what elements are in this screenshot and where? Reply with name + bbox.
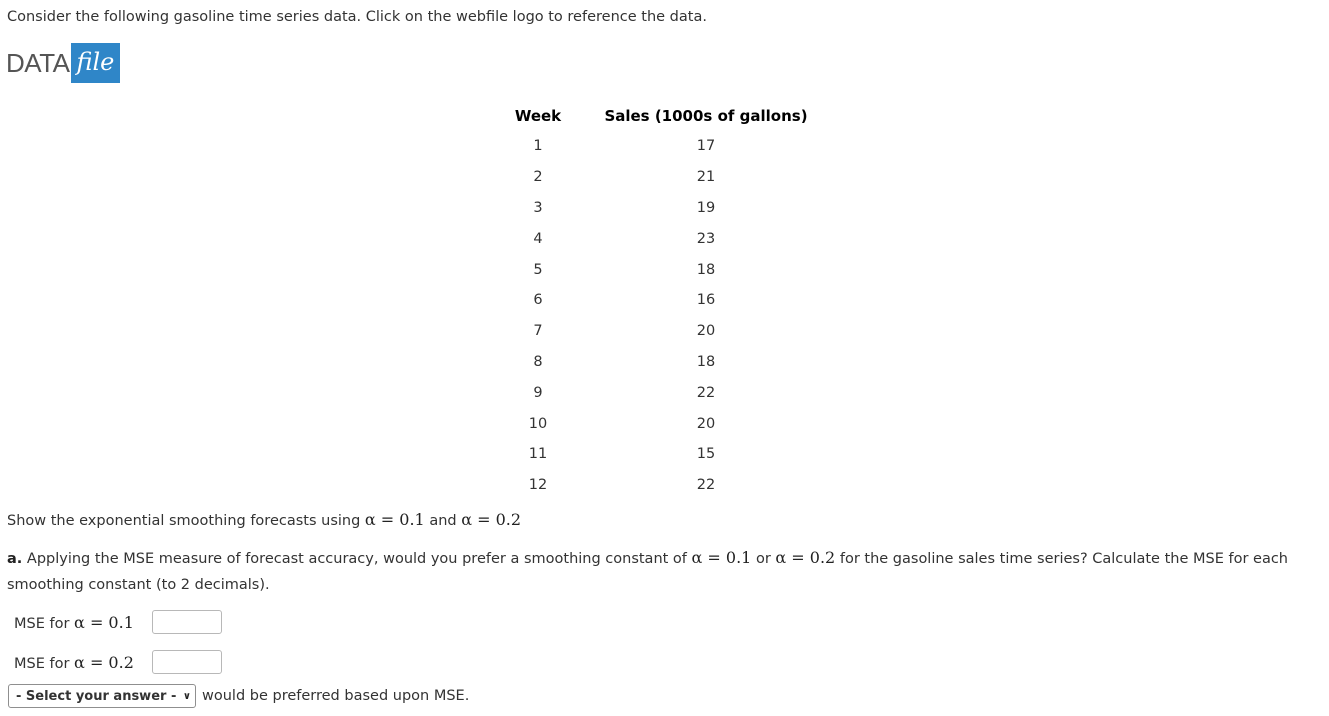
week-cell: 3 <box>533 199 543 216</box>
table-row <box>500 254 836 285</box>
table-row <box>500 162 836 193</box>
header-sales: Sales (1000s of gallons) <box>604 106 808 125</box>
week-cell: 4 <box>533 230 543 247</box>
mse-label-1: MSE for α = 0.1 <box>14 612 134 632</box>
part-a-label: a. <box>7 551 23 567</box>
table-row <box>500 439 836 470</box>
mse-label-2: MSE for α = 0.2 <box>14 652 134 672</box>
answer-row <box>8 684 469 708</box>
sales-cell: 22 <box>696 384 716 401</box>
logo-file-text: file <box>71 43 120 83</box>
alpha-value-1: α = 0.1 <box>364 510 425 529</box>
week-cell: 12 <box>528 477 548 494</box>
smoothing-instruction <box>7 510 521 529</box>
logo-data-text: DATA <box>6 48 70 78</box>
part-a-text1: Applying the MSE measure of forecast accuracy, would you prefer a smoothing constant of <box>26 551 687 567</box>
week-cell: 10 <box>528 415 548 432</box>
week-cell: 8 <box>533 353 543 370</box>
mse-input-alpha-0.1[interactable] <box>152 610 222 634</box>
select-placeholder: - Select your answer - <box>16 688 177 704</box>
table-row <box>500 223 836 254</box>
week-cell: 11 <box>528 446 548 463</box>
table-row <box>500 470 836 501</box>
sales-cell: 20 <box>696 323 716 340</box>
part-a-text2: for the gasoline sales time series? Calculate the MSE for each smoothing constant (to 2 decimals). <box>7 551 1288 593</box>
part-a-or: or <box>755 551 771 567</box>
part-a-alpha1: α = 0.1 <box>691 548 752 567</box>
sales-cell: 17 <box>696 138 716 155</box>
week-cell: 2 <box>533 169 543 186</box>
table-header-row <box>500 100 836 131</box>
sales-cell: 15 <box>696 446 716 463</box>
smoothing-joiner: and <box>429 513 457 529</box>
table-row <box>500 316 836 347</box>
datafile-logo-link[interactable] <box>6 43 120 83</box>
intro-text: Consider the following gasoline time series data. Click on the webfile logo to reference the data. <box>7 9 707 25</box>
sales-table <box>500 100 836 501</box>
answer-select[interactable] <box>8 684 196 708</box>
alpha-value-2: α = 0.2 <box>461 510 522 529</box>
smoothing-prefix: Show the exponential smoothing forecasts using <box>7 513 361 529</box>
week-cell: 1 <box>533 138 543 155</box>
sales-cell: 19 <box>696 199 716 216</box>
sales-cell: 18 <box>696 261 716 278</box>
question-a <box>7 545 1317 598</box>
table-row <box>500 193 836 224</box>
part-a-alpha2: α = 0.2 <box>775 548 836 567</box>
chevron-down-icon: ∨ <box>182 690 191 702</box>
sales-cell: 16 <box>696 292 716 309</box>
week-cell: 9 <box>533 384 543 401</box>
sales-cell: 22 <box>696 477 716 494</box>
header-week: Week <box>514 106 562 125</box>
week-cell: 5 <box>533 261 543 278</box>
table-row <box>500 377 836 408</box>
week-cell: 7 <box>533 323 543 340</box>
answer-suffix: would be preferred based upon MSE. <box>202 688 470 704</box>
table-row <box>500 131 836 162</box>
sales-cell: 21 <box>696 169 716 186</box>
mse-input-alpha-0.2[interactable] <box>152 650 222 674</box>
sales-cell: 20 <box>696 415 716 432</box>
table-row <box>500 347 836 378</box>
week-cell: 6 <box>533 292 543 309</box>
sales-cell: 23 <box>696 230 716 247</box>
table-row <box>500 408 836 439</box>
table-row <box>500 285 836 316</box>
sales-cell: 18 <box>696 353 716 370</box>
mse-row-1 <box>14 608 222 636</box>
mse-row-2 <box>14 648 222 676</box>
